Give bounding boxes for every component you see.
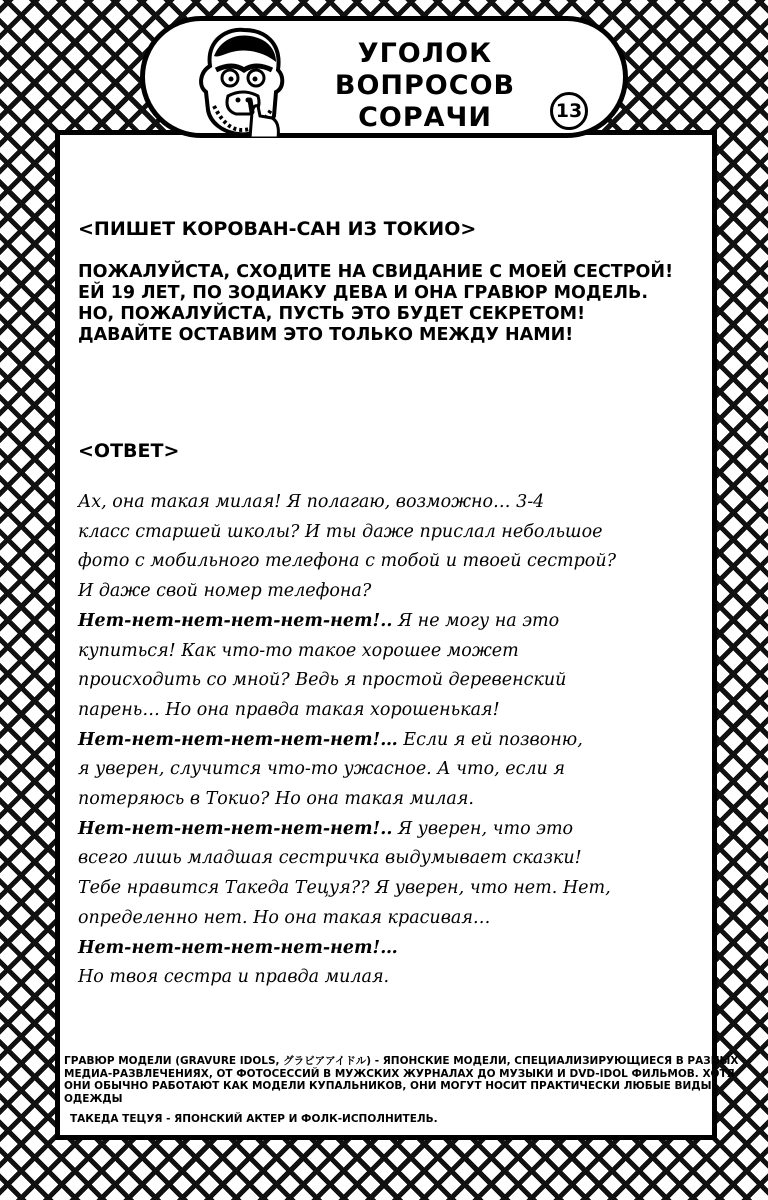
answer-line: фото с мобильного телефона с тобой и твоей сестрой? xyxy=(78,551,616,572)
footnote-gravure-line: ОНИ ОБЫЧНО РАБОТАЮТ КАК МОДЕЛИ КУПАЛЬНИКОВ, ОНИ МОГУТ НОСИТ ПРАКТИЧЕСКИ ЛЮБЫЕ ВИДЫ xyxy=(64,1080,712,1092)
question-line: ЕЙ 19 ЛЕТ, ПО ЗОДИАКУ ДЕВА И ОНА ГРАВЮР МОДЕЛЬ. xyxy=(78,283,648,303)
answer-line: Нет-нет-нет-нет-нет-нет!… Если я ей позвоню, xyxy=(78,729,583,750)
footnotes xyxy=(64,1055,739,1126)
answer-line: купиться! Как что-то такое хорошее может xyxy=(78,640,519,661)
answer-line: Нет-нет-нет-нет-нет-нет!… xyxy=(78,937,398,958)
answer-line: Ах, она такая милая! Я полагаю, возможно… 3-4 xyxy=(78,492,545,512)
title-line: СОРАЧИ xyxy=(358,102,492,133)
answer-text xyxy=(78,488,698,993)
answer-label: <ОТВЕТ> xyxy=(78,440,180,462)
title-line: УГОЛОК xyxy=(357,38,493,69)
answer-line: парень… Но она правда такая хорошенькая! xyxy=(78,699,500,720)
answer-line: класс старшей школы? И ты даже прислал небольшое xyxy=(78,521,603,542)
answer-line: И даже свой номер телефона? xyxy=(78,581,372,602)
answer-line: я уверен, случится что-то ужасное. А что, если я xyxy=(78,759,565,780)
footnote-gravure-line: ОДЕЖДЫ xyxy=(64,1092,123,1105)
corner-title xyxy=(320,38,530,134)
answer-line: определенно нет. Но она такая красивая… xyxy=(78,907,491,928)
question-line: ДАВАЙТЕ ОСТАВИМ ЭТО ТОЛЬКО МЕЖДУ НАМИ! xyxy=(78,325,574,345)
question-author: <ПИШЕТ КОРОВАН-САН ИЗ ТОКИО> xyxy=(78,218,477,240)
title-line: ВОПРОСОВ xyxy=(334,70,516,101)
gorilla-mascot-icon xyxy=(192,26,292,138)
issue-number-badge: 13 xyxy=(550,92,588,130)
footnote-takeda: ТАКЕДА ТЕЦУЯ - ЯПОНСКИЙ АКТЕР И ФОЛК-ИСПОЛНИТЕЛЬ. xyxy=(70,1113,438,1125)
footnote-gravure-line: ГРАВЮР МОДЕЛИ (GRAVURE IDOLS, グラビアアイドル) - ЯПОНСКИЕ МОДЕЛИ, СПЕЦИАЛИЗИРУЮЩИЕСЯ В РАЗНЫХ xyxy=(64,1055,739,1067)
answer-line: всего лишь младшая сестричка выдумывает сказки! xyxy=(78,848,582,869)
answer-line: Нет-нет-нет-нет-нет-нет!.. Я уверен, что это xyxy=(78,818,574,839)
question-text xyxy=(78,262,698,346)
question-line: НО, ПОЖАЛУЙСТА, ПУСТЬ ЭТО БУДЕТ СЕКРЕТОМ! xyxy=(78,304,586,324)
answer-line: Но твоя сестра и правда милая. xyxy=(78,967,390,988)
answer-line: Нет-нет-нет-нет-нет-нет!.. Я не могу на это xyxy=(78,610,560,631)
answer-line: Тебе нравится Такеда Тецуя?? Я уверен, что нет. Нет, xyxy=(78,878,611,899)
question-line: ПОЖАЛУЙСТА, СХОДИТЕ НА СВИДАНИЕ С МОЕЙ СЕСТРОЙ! xyxy=(78,262,674,282)
answer-line: потеряюсь в Токио? Но она такая милая. xyxy=(78,789,474,810)
footnote-gravure-line: МЕДИА-РАЗВЛЕЧЕНИЯХ, ОТ ФОТОСЕССИЙ В МУЖСКИХ ЖУРНАЛАХ ДО МУЗЫКИ И DVD-IDOL ФИЛЬМОВ. ХОТЯ xyxy=(64,1067,735,1080)
answer-line: происходить со мной? Ведь я простой деревенский xyxy=(78,670,567,691)
